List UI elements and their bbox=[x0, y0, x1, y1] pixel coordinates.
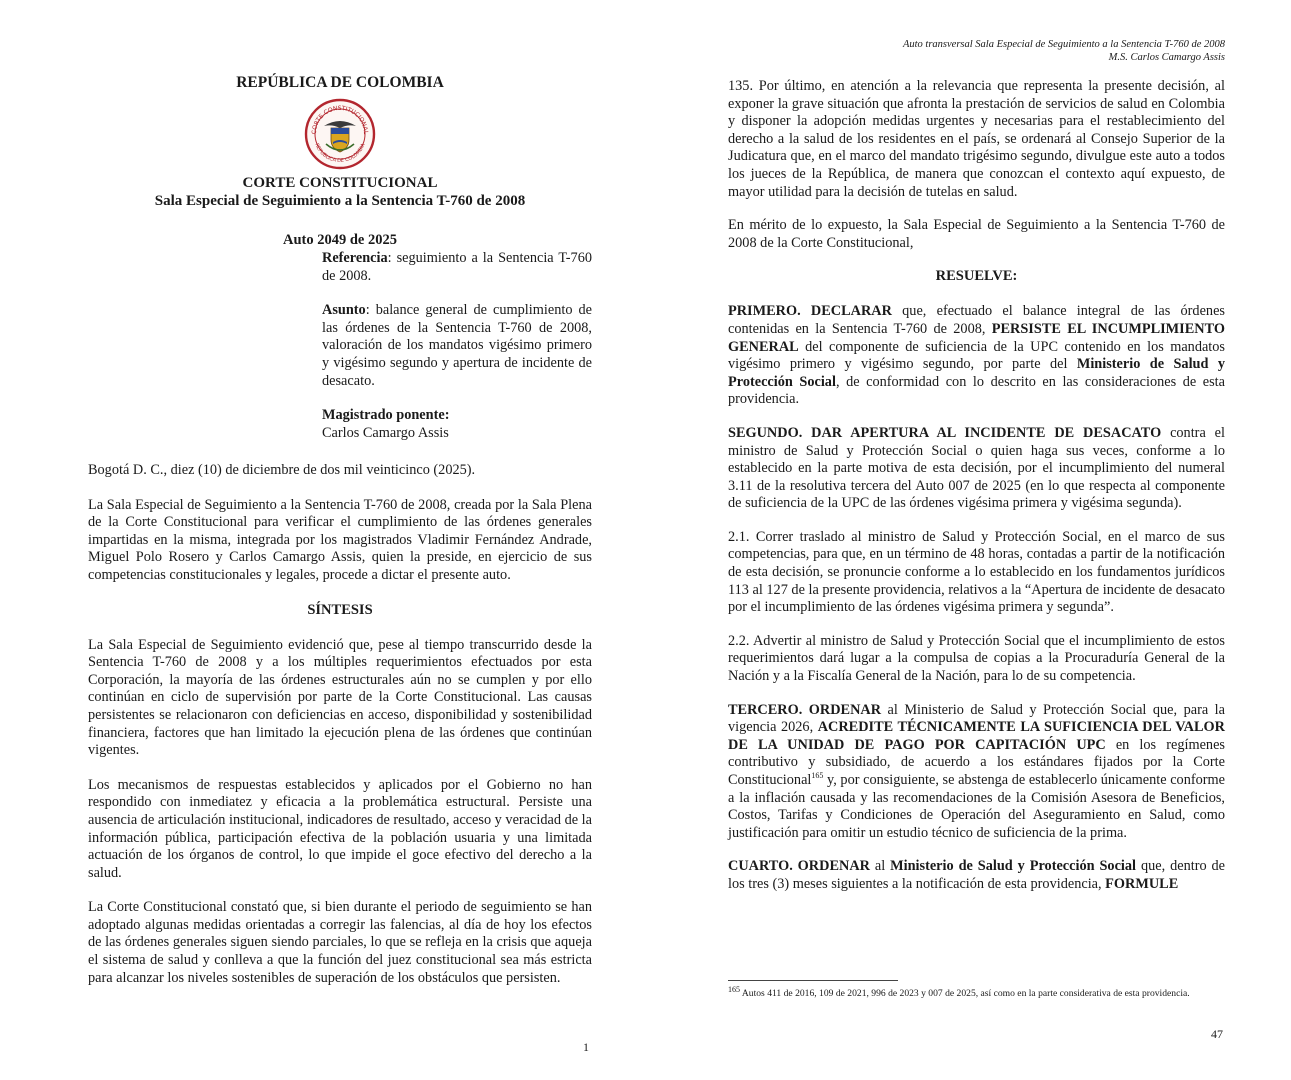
seal-top-text: CORTE CONSTITUCIONAL bbox=[310, 104, 370, 135]
sintesis-paragraph-3: La Corte Constitucional constató que, si bien durante el periodo de seguimiento se han adoptado algunas medidas orientadas a corregir las falencias, al día de hoy los efectos de las órdenes generales siguen siendo parciales, lo que se refleja en la crisis que aqueja el sistema de salud y conlleva a que la función del juez constitucional sea más estricta para alcanzar los niveles sostenibles de superación de los obstáculos que persisten. bbox=[88, 899, 592, 986]
page-number: 47 bbox=[1211, 1027, 1223, 1041]
footnote-165: $^{165}$ Autos 411 de 2016, 109 de 2021, 996 de 2023 y 007 de 2025, así como en la parte considerativa de esta providencia. bbox=[728, 984, 1190, 999]
page-number: 1 bbox=[583, 1040, 589, 1054]
right-body bbox=[728, 78, 1225, 894]
footnote-divider bbox=[728, 980, 898, 981]
intro-paragraph: La Sala Especial de Seguimiento a la Sentencia T-760 de 2008, creada por la Sala Plena de la Corte Constitucional para verificar el cumplimiento de las órdenes generales impartidas en la misma, integrada por los magistrados Vladimir Fernández Andrade, Miguel Polo Rosero y Carlos Camargo Assis, quien la preside, en ejercicio de sus competencias constitucionales y legales, procede a dictar el presente auto. bbox=[88, 496, 592, 583]
chamber-heading: Sala Especial de Seguimiento a la Sentencia T-760 de 2008 bbox=[154, 193, 526, 209]
running-header: Auto transversal Sala Especial de Seguimiento a la Sentencia T-760 de 2008 M.S. Carlos Camargo Assis bbox=[902, 39, 1225, 63]
document-header bbox=[88, 74, 592, 249]
sintesis-paragraph-1: La Sala Especial de Seguimiento evidenció que, pese al tiempo transcurrido desde la Sentencia T-760 de 2008 y a los múltiples requerimientos efectuados por esta Corporación, la mayoría de las órdenes estructurales aún no se cumplen y por ello continúan en ciclo de supervisión por parte de la Corte Constitucional. Las causas persistentes se relacionaron con deficiencias en acceso, disponibilidad y sostenibilidad financiera, factores que han limitado la ejecución plena de las órdenes que continúan vigentes. bbox=[88, 636, 592, 759]
footnote-ref: 165 bbox=[811, 771, 824, 781]
seal-bottom-text: REPUBLICA DE COLOMBIA bbox=[313, 142, 367, 165]
resolution-2-2: 2.2. Advertir al ministro de Salud y Protección Social que el incumplimiento de estos requerimientos dará lugar a la compulsa de copias a la Procuraduría General de la Nación y a la Fiscalía General de la Nación, para lo de su competencia. bbox=[728, 632, 1225, 685]
republic-heading: REPÚBLICA DE COLOMBIA bbox=[236, 74, 444, 91]
sintesis-paragraph-2: Los mecanismos de respuestas establecidos y aplicados por el Gobierno no han respondido con inmediatez y eficacia a la problemática estructural. Persiste una ausencia de articulación institucional, indicadores de resultado, acceso y veracidad de la información pública, participación efectiva de la población usuaria y una limitada actuación de los órganos de control, lo que impide el goce efectivo del derecho a la salud. bbox=[88, 776, 592, 881]
page-1 bbox=[0, 0, 645, 1080]
auto-title: Auto 2049 de 2025 bbox=[283, 232, 397, 248]
resolution-primero: PRIMERO. DECLARAR que, efectuado el balance integral de las órdenes contenidas en la Sentencia T-760 de 2008, PERSISTE EL INCUMPLIMIENTO GENERAL del componente de suficiencia de la UPC contenido en los mandatos vigésimo primero y vigésimo segundo, por parte del Ministerio de Salud y Protección Social, de conformidad con lo descrito en las consideraciones de esta providencia. bbox=[728, 303, 1226, 408]
reference-block bbox=[322, 250, 592, 442]
magistrado: Magistrado ponente: Carlos Camargo Assis bbox=[322, 407, 450, 441]
court-heading: CORTE CONSTITUCIONAL bbox=[242, 175, 438, 191]
resolution-segundo: SEGUNDO. DAR APERTURA AL INCIDENTE DE DESACATO contra el ministro de Salud y Protección Social o quien haga sus veces, conforme a lo establecido en la parte motiva de esta decisión, por el incumplimiento del numeral 3.11 de la resolutiva tercera del Auto 007 de 2025 (en lo que respecta al componente de suficiencia de la UPC de las órdenes vigésima primera y vigésima segunda). bbox=[728, 424, 1225, 512]
merito-paragraph: En mérito de lo expuesto, la Sala Especial de Seguimiento a la Sentencia T-760 de 2008 de la Corte Constitucional, bbox=[728, 217, 1225, 251]
paragraph-135: 135. Por último, en atención a la relevancia que representa la presente decisión, al exponer la grave situación que afronta la prestación de servicios de salud en Colombia y disponer la adopción medidas urgentes y necesarias para el restablecimiento del derecho a la salud de los residentes en el país, se ordenará al Consejo Superior de la Judicatura que, en el marco del mandato trigésimo segundo, divulgue este auto a todos los jueces de la República, de manera que conozcan el contexto aquí expuesto, de mayor utilidad para la decisión de tutelas en salud. bbox=[728, 78, 1225, 200]
left-body bbox=[88, 462, 592, 1004]
date-line: Bogotá D. C., diez (10) de diciembre de dos mil veinticinco (2025). bbox=[88, 462, 476, 478]
referencia: Referencia: seguimiento a la Sentencia T-760 de 2008. bbox=[322, 250, 592, 284]
resolution-2-1: 2.1. Correr traslado al ministro de Salud y Protección Social, en el marco de sus competencias, para que, en un término de 48 horas, contadas a partir de la notificación de esta decisión, se pronuncie conforme a lo establecido en los fundamentos jurídicos 113 al 127 de la presente providencia, relativos a la “Apertura de incidente de desacato por el incumplimiento de las órdenes vigésima primera y segunda”. bbox=[728, 528, 1225, 616]
court-seal-icon bbox=[304, 98, 376, 170]
resolution-cuarto: CUARTO. ORDENAR al Ministerio de Salud y Protección Social que, dentro de los tres (3) meses siguientes a la notificación de esta providencia, FORMULE bbox=[728, 858, 1226, 892]
resolution-tercero: TERCERO. ORDENAR al Ministerio de Salud y Protección Social que, para la vigencia 2026, ACREDITE TÉCNICAMENTE LA SUFICIENCIA DEL VALOR DE LA UNIDAD DE PAGO POR CAPITACIÓN UPC en los regímenes contributivo y subsidiado, de acuerdo a los estándares fijados por la Corte Constitucional$^{165}$ y, por consiguiente, se abstenga de establecerlo únicamente conforme a la inflación causada y las recomendaciones de la Comisión Asesora de Beneficios, Costos, Tarifas y Condiciones de Operación del Aseguramiento en Salud, como justificación para omitir un estudio técnico de suficiencia de la prima. bbox=[728, 701, 1225, 841]
asunto: Asunto: balance general de cumplimiento de las órdenes de la Sentencia T-760 de 2008, valoración de los mandatos vigésimo primero y vigésimo segundo y apertura de incidente de desacato. bbox=[322, 302, 592, 389]
resuelve-title: RESUELVE: bbox=[935, 268, 1018, 285]
page-47 bbox=[645, 0, 1291, 1080]
sintesis-title: SÍNTESIS bbox=[307, 601, 373, 618]
